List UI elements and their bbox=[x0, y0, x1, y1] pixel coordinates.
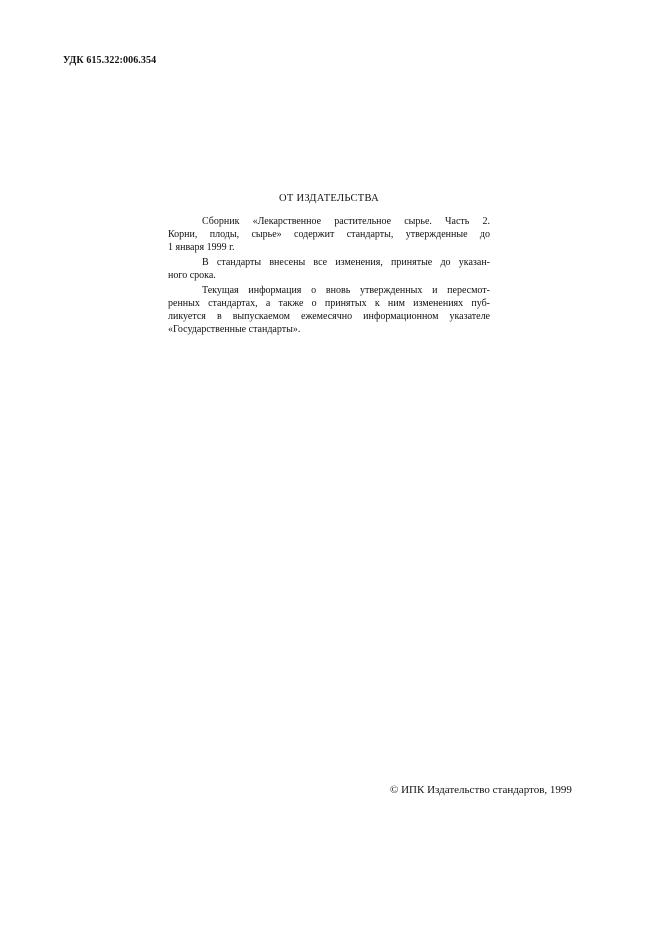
paragraph-line: В стандарты внесены все изменения, принятые до указан- bbox=[202, 257, 490, 268]
preface-heading: ОТ ИЗДАТЕЛЬСТВА bbox=[278, 193, 380, 204]
preface-section bbox=[168, 192, 490, 338]
paragraph-line: ренных стандартах, а также о принятых к ним изменениях пуб- bbox=[168, 298, 490, 309]
paragraph-line: 1 января 1999 г. bbox=[168, 242, 235, 253]
udk-code: УДК 615.322:006.354 bbox=[63, 55, 157, 66]
paragraph-line: «Государственные стандарты». bbox=[168, 324, 301, 335]
copyright-notice: © ИПК Издательство стандартов, 1999 bbox=[390, 784, 572, 796]
preface-paragraph-2 bbox=[168, 256, 490, 282]
preface-paragraph-1 bbox=[168, 215, 490, 254]
paragraph-line: Текущая информация о вновь утвержденных и пересмот- bbox=[202, 285, 490, 296]
paragraph-line: Сборник «Лекарственное растительное сырье. Часть 2. bbox=[202, 216, 490, 227]
paragraph-line: Корни, плоды, сырье» содержит стандарты, утвержденные до bbox=[168, 229, 490, 240]
preface-paragraph-3 bbox=[168, 284, 490, 336]
paragraph-line: ного срока. bbox=[168, 270, 216, 281]
paragraph-line: ликуется в выпускаемом ежемесячно информационном указателе bbox=[168, 311, 490, 322]
